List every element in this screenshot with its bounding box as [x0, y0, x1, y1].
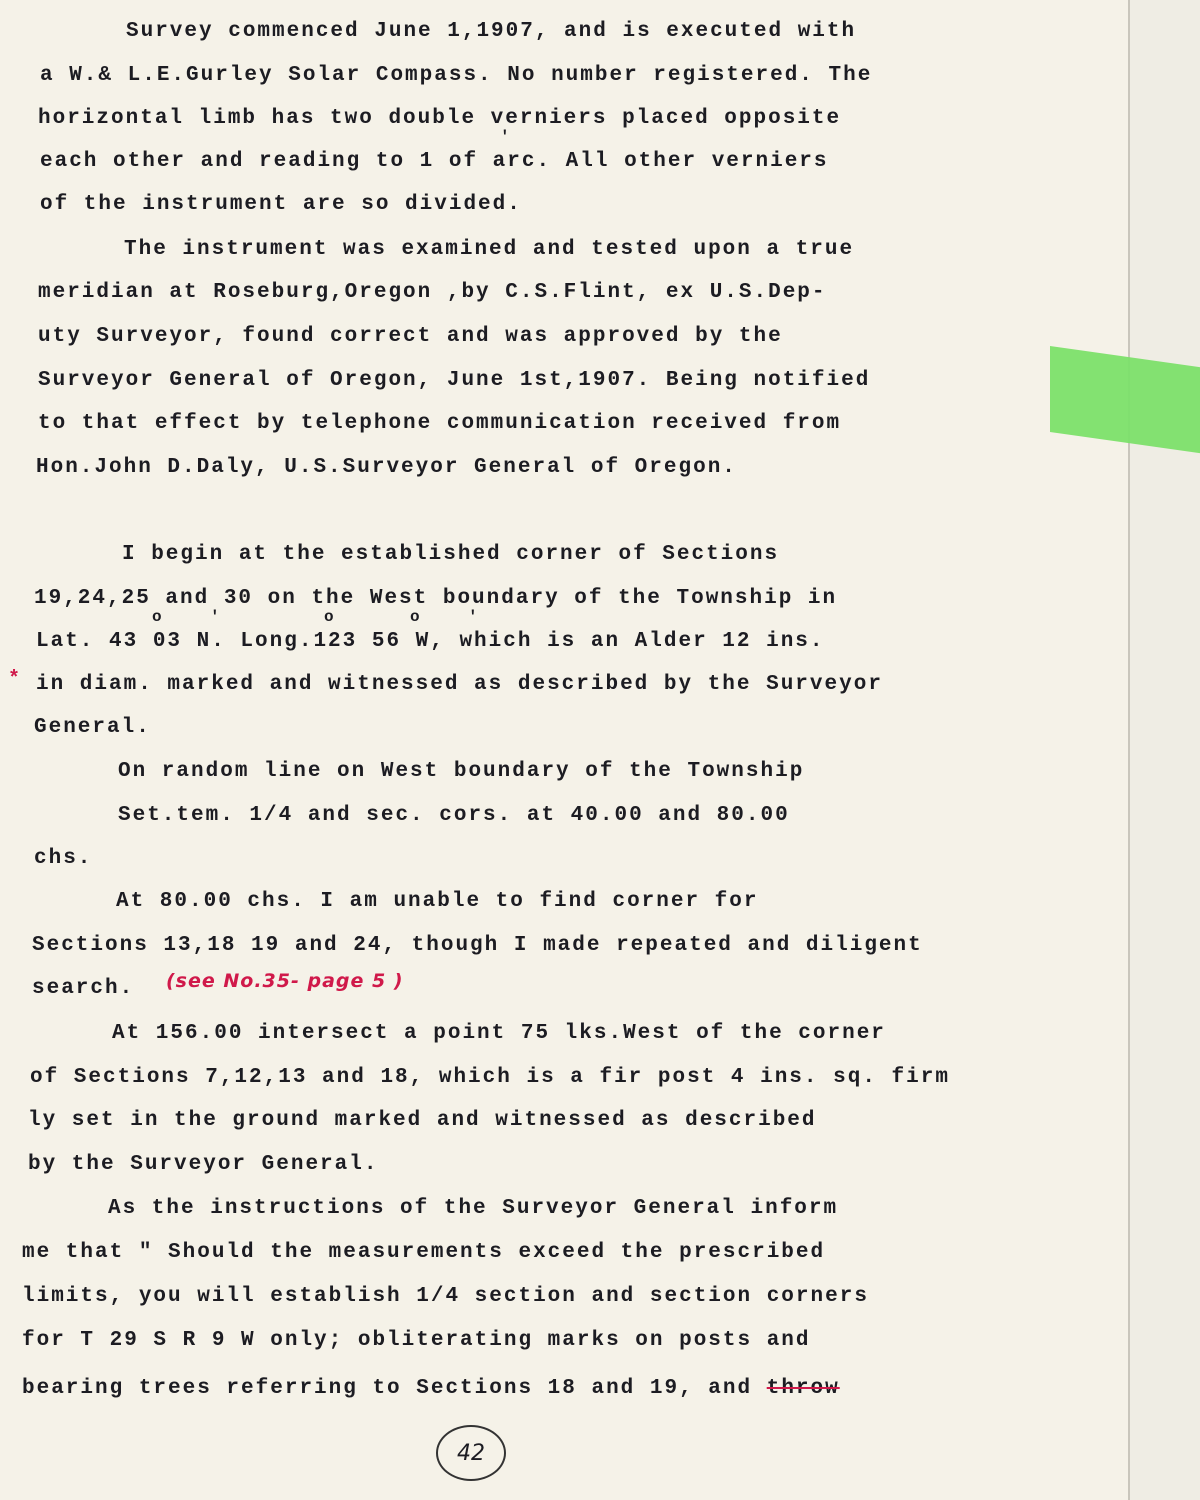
text-line: [22, 1377, 840, 1400]
text-line: At 156.00 intersect a point 75 lks.West of the corner: [112, 1022, 886, 1045]
text-line: I begin at the established corner of Sections: [122, 543, 780, 566]
text-line: limits, you will establish 1/4 section and section corners: [22, 1285, 869, 1308]
text-line: meridian at Roseburg,Oregon ,by C.S.Flint, ex U.S.Dep-: [38, 281, 827, 304]
text-line: uty Surveyor, found correct and was approved by the: [38, 325, 783, 348]
text-line: chs.: [34, 847, 93, 870]
text-line-content: bearing trees referring to Sections 18 and 19, and: [22, 1377, 753, 1400]
text-line: a W.& L.E.Gurley Solar Compass. No number registered. The: [40, 64, 873, 87]
text-line: Surveyor General of Oregon, June 1st,1907. Being notified: [38, 369, 871, 392]
text-line: for T 29 S R 9 W only; obliterating marks on posts and: [22, 1329, 811, 1352]
handwritten-annotation: (see No.35- page 5 ): [166, 970, 404, 992]
text-line: of Sections 7,12,13 and 18, which is a fir post 4 ins. sq. firm: [30, 1066, 950, 1089]
text-line: The instrument was examined and tested upon a true: [124, 238, 855, 261]
text-line: General.: [34, 716, 151, 739]
text-line: On random line on West boundary of the Township: [118, 760, 805, 783]
text-line: by the Surveyor General.: [28, 1153, 379, 1176]
text-line: horizontal limb has two double verniers placed opposite: [38, 107, 842, 130]
text-line: search.: [32, 977, 135, 1000]
red-asterisk: *: [8, 668, 21, 691]
text-line: As the instructions of the Surveyor General inform: [108, 1197, 839, 1220]
text-line: Hon.John D.Daly, U.S.Surveyor General of Oregon.: [36, 456, 737, 479]
struck-word: throw: [766, 1377, 840, 1400]
text-line: in diam. marked and witnessed as described by the Surveyor: [36, 673, 883, 696]
degree-mark: o: [324, 608, 334, 626]
text-line: Sections 13,18 19 and 24, though I made repeated and diligent: [32, 934, 923, 957]
degree-mark: o: [152, 608, 162, 626]
text-line: each other and reading to 1 of arc. All other verniers: [40, 150, 829, 173]
minute-mark: ': [500, 128, 510, 146]
text-line: ly set in the ground marked and witnessed as described: [28, 1109, 817, 1132]
page-number: 42: [436, 1425, 506, 1481]
text-line: At 80.00 chs. I am unable to find corner for: [116, 890, 759, 913]
minute-mark: ': [210, 608, 220, 626]
text-line: to that effect by telephone communication received from: [38, 412, 842, 435]
text-line: of the instrument are so divided.: [40, 193, 522, 216]
text-line: 19,24,25 and 30 on the West boundary of the Township in: [34, 587, 838, 610]
text-line: Lat. 43 03 N. Long.123 56 W, which is an Alder 12 ins.: [36, 630, 825, 653]
text-line: Set.tem. 1/4 and sec. cors. at 40.00 and 80.00: [118, 804, 790, 827]
text-line: Survey commenced June 1,1907, and is executed with: [126, 20, 857, 43]
degree-mark: o: [410, 608, 420, 626]
text-line: me that " Should the measurements exceed the prescribed: [22, 1241, 826, 1264]
minute-mark: ': [468, 608, 478, 626]
page-edge: [1128, 0, 1200, 1500]
